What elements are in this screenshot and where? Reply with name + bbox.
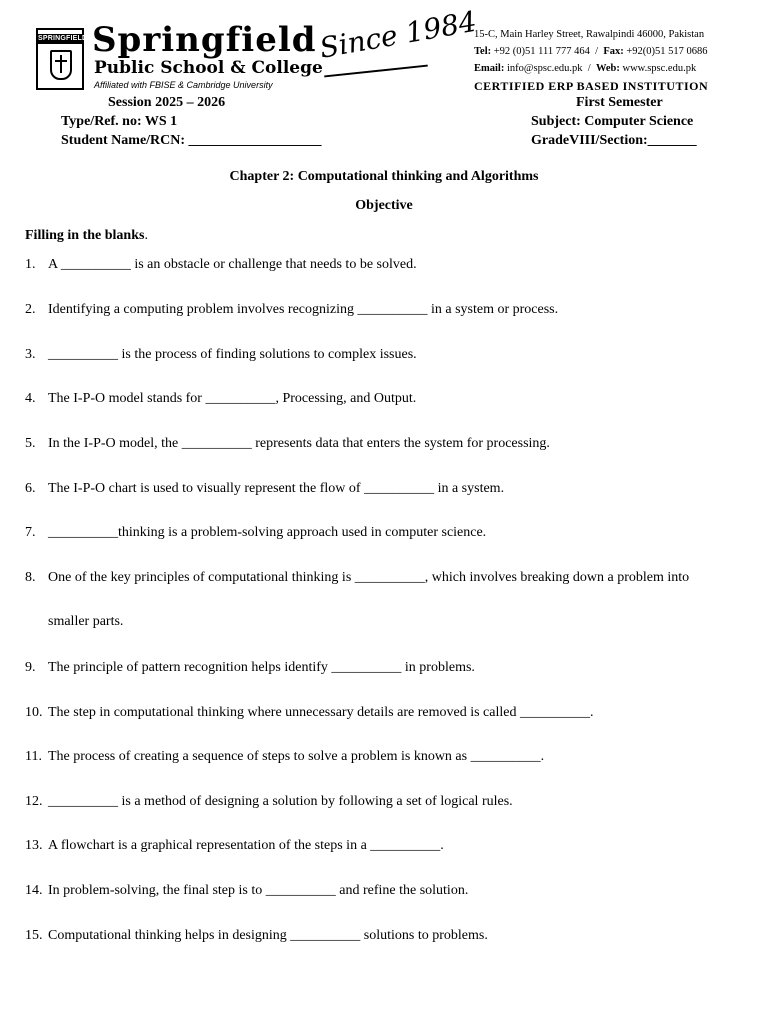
question-number: 8. bbox=[25, 570, 36, 585]
school-crest-logo bbox=[36, 28, 88, 90]
question-number: 10. bbox=[25, 705, 43, 720]
question-item bbox=[25, 837, 745, 855]
certified-institution: CERTIFIED ERP BASED INSTITUTION bbox=[474, 79, 709, 93]
question-number: 15. bbox=[25, 928, 43, 943]
question-text: The principle of pattern recognition helps identify __________ in problems. bbox=[48, 660, 475, 675]
question-number: 14. bbox=[25, 883, 43, 898]
question-text: One of the key principles of computational thinking is __________, which involves breaking down a problem into bbox=[48, 570, 690, 585]
fax-number: +92(0)51 517 0686 bbox=[626, 46, 708, 57]
question-text-continuation: smaller parts. bbox=[48, 614, 124, 629]
question-number: 4. bbox=[25, 391, 36, 406]
subject: Subject: Computer Science bbox=[531, 114, 694, 129]
crest-band-text: SPRINGFIELD bbox=[38, 35, 88, 42]
question-text: __________ is a method of designing a solution by following a set of logical rules. bbox=[48, 794, 513, 809]
since-underline bbox=[324, 65, 428, 78]
question-number: 2. bbox=[25, 302, 36, 317]
question-number: 13. bbox=[25, 838, 43, 853]
shield-icon bbox=[50, 50, 72, 80]
question-item bbox=[25, 435, 745, 453]
question-text: The I-P-O model stands for __________, Processing, and Output. bbox=[48, 391, 417, 406]
type-ref: Type/Ref. no: WS 1 bbox=[61, 114, 178, 129]
question-item bbox=[25, 793, 745, 811]
question-item bbox=[25, 704, 745, 722]
fax-label: Fax: bbox=[603, 46, 624, 57]
question-text: The I-P-O chart is used to visually represent the flow of __________ in a system. bbox=[48, 481, 505, 496]
email-web-line: Email: info@spsc.edu.pk / Web: www.spsc.edu.pk bbox=[474, 63, 697, 74]
web-label: Web: bbox=[595, 63, 620, 74]
section-title-text: Filling in the blanks bbox=[25, 228, 145, 243]
question-text: A flowchart is a graphical representation of the steps in a __________. bbox=[48, 838, 444, 853]
question-item bbox=[25, 882, 745, 900]
chapter-title: Chapter 2: Computational thinking and Algorithms bbox=[229, 169, 539, 184]
question-number: 3. bbox=[25, 347, 36, 362]
email-address[interactable]: info@spsc.edu.pk bbox=[506, 63, 583, 74]
question-item bbox=[25, 659, 745, 677]
grade-section: GradeVIII/Section:_______ bbox=[531, 133, 697, 148]
tel-number: +92 (0)51 111 777 464 bbox=[493, 46, 590, 57]
section-title bbox=[25, 228, 148, 244]
question-number: 5. bbox=[25, 436, 36, 451]
question-item bbox=[25, 569, 745, 587]
question-text: A __________ is an obstacle or challenge that needs to be solved. bbox=[48, 257, 417, 272]
question-item bbox=[25, 346, 745, 364]
email-label: Email: bbox=[474, 63, 505, 74]
question-text: In the I-P-O model, the __________ represents data that enters the system for processing. bbox=[48, 436, 550, 451]
question-text: __________thinking is a problem-solving approach used in computer science. bbox=[48, 525, 487, 540]
question-number: 11. bbox=[25, 749, 42, 764]
school-affiliation: Affiliated with FBISE & Cambridge University bbox=[94, 80, 273, 90]
question-number: 12. bbox=[25, 794, 43, 809]
question-item bbox=[25, 480, 745, 498]
question-text: In problem-solving, the final step is to __________ and refine the solution. bbox=[48, 883, 469, 898]
question-number: 1. bbox=[25, 257, 36, 272]
school-subtitle: Public School & College bbox=[94, 58, 323, 78]
section-title-suffix: . bbox=[144, 228, 148, 243]
question-number: 9. bbox=[25, 660, 36, 675]
address: 15-C, Main Harley Street, Rawalpindi 46000, Pakistan bbox=[474, 29, 705, 40]
question-text: Identifying a computing problem involves recognizing __________ in a system or process. bbox=[48, 302, 559, 317]
school-name: Springfield bbox=[92, 20, 317, 60]
question-item-continuation bbox=[25, 613, 745, 631]
question-item bbox=[25, 748, 745, 766]
phone-fax-line: Tel: +92 (0)51 111 777 464 / Fax: +92(0)51 517 0686 bbox=[474, 46, 708, 57]
semester: First Semester bbox=[576, 95, 663, 110]
question-item bbox=[25, 524, 745, 542]
question-item bbox=[25, 927, 745, 945]
question-text: Computational thinking helps in designing __________ solutions to problems. bbox=[48, 928, 488, 943]
question-text: The step in computational thinking where unnecessary details are removed is called __________. bbox=[48, 705, 594, 720]
student-name-rcn: Student Name/RCN: ___________________ bbox=[61, 133, 322, 148]
session: Session 2025 – 2026 bbox=[108, 95, 226, 110]
question-number: 6. bbox=[25, 481, 36, 496]
question-item bbox=[25, 256, 745, 274]
web-address[interactable]: www.spsc.edu.pk bbox=[622, 63, 697, 74]
question-text: The process of creating a sequence of steps to solve a problem is known as __________. bbox=[48, 749, 545, 764]
tel-label: Tel: bbox=[474, 46, 492, 57]
question-text: __________ is the process of finding solutions to complex issues. bbox=[48, 347, 417, 362]
question-item bbox=[25, 390, 745, 408]
since-year: Since 1984 bbox=[317, 4, 480, 65]
objective-heading: Objective bbox=[355, 198, 413, 213]
question-item bbox=[25, 301, 745, 319]
question-number: 7. bbox=[25, 525, 36, 540]
contact-block bbox=[474, 26, 734, 77]
